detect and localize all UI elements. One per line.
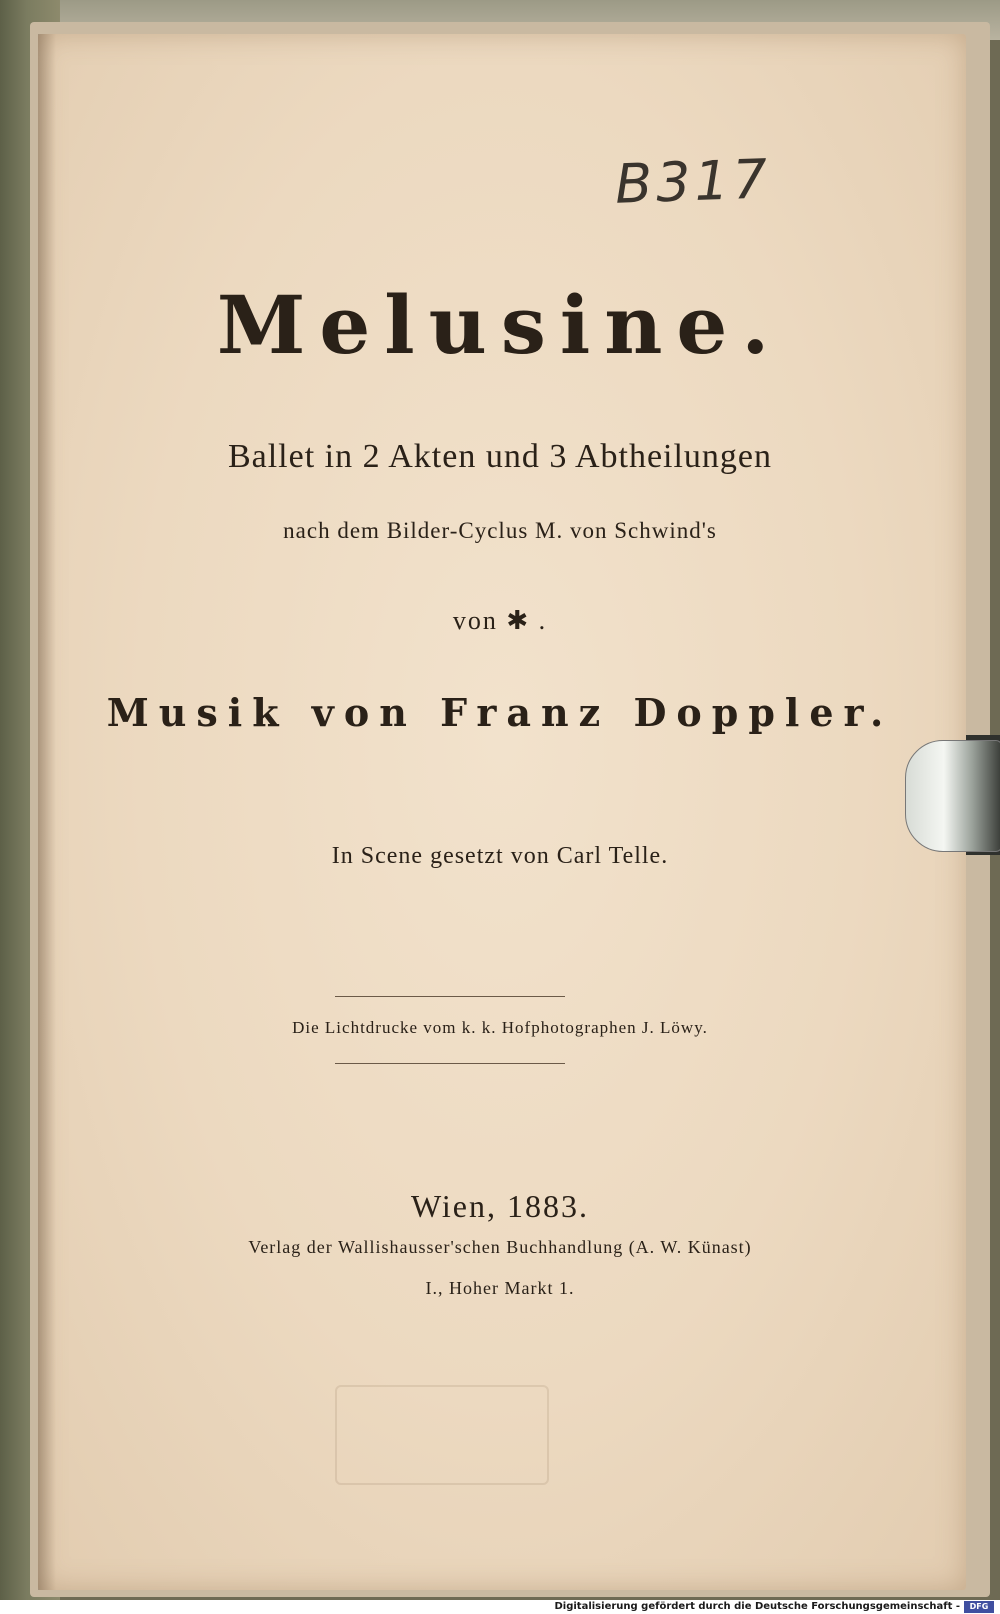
book-subtitle: Ballet in 2 Akten und 3 Abtheilungen bbox=[227, 438, 773, 475]
title-page bbox=[38, 34, 966, 1590]
dfg-logo-icon: DFG bbox=[964, 1601, 994, 1613]
staging-line: In Scene gesetzt von Carl Telle. bbox=[331, 843, 669, 869]
author-line: von ✱ . bbox=[452, 606, 548, 635]
gutter-shadow bbox=[38, 34, 56, 1590]
source-cycle-line: nach dem Bilder-Cyclus M. von Schwind's bbox=[283, 518, 717, 543]
funding-credit: Digitalisierung gefördert durch die Deutsche Forschungsgemeinschaft - bbox=[554, 1601, 960, 1612]
publisher-address: I., Hoher Markt 1. bbox=[425, 1278, 575, 1298]
place-and-year: Wien, 1883. bbox=[410, 1188, 589, 1224]
faint-library-stamp bbox=[335, 1385, 549, 1485]
photographer-line: Die Lichtdrucke vom k. k. Hofphotographen J. Löwy. bbox=[292, 1018, 708, 1037]
book-title: Melusine. bbox=[216, 278, 784, 372]
divider-bottom bbox=[335, 1063, 565, 1064]
page-clip bbox=[905, 740, 1000, 852]
publisher-line: Verlag der Wallishausser'schen Buchhandlung (A. W. Künast) bbox=[248, 1237, 752, 1257]
composer-line: Musik von Franz Doppler. bbox=[106, 690, 894, 735]
divider-top bbox=[335, 996, 565, 997]
handwritten-shelfmark: B317 bbox=[613, 147, 773, 216]
